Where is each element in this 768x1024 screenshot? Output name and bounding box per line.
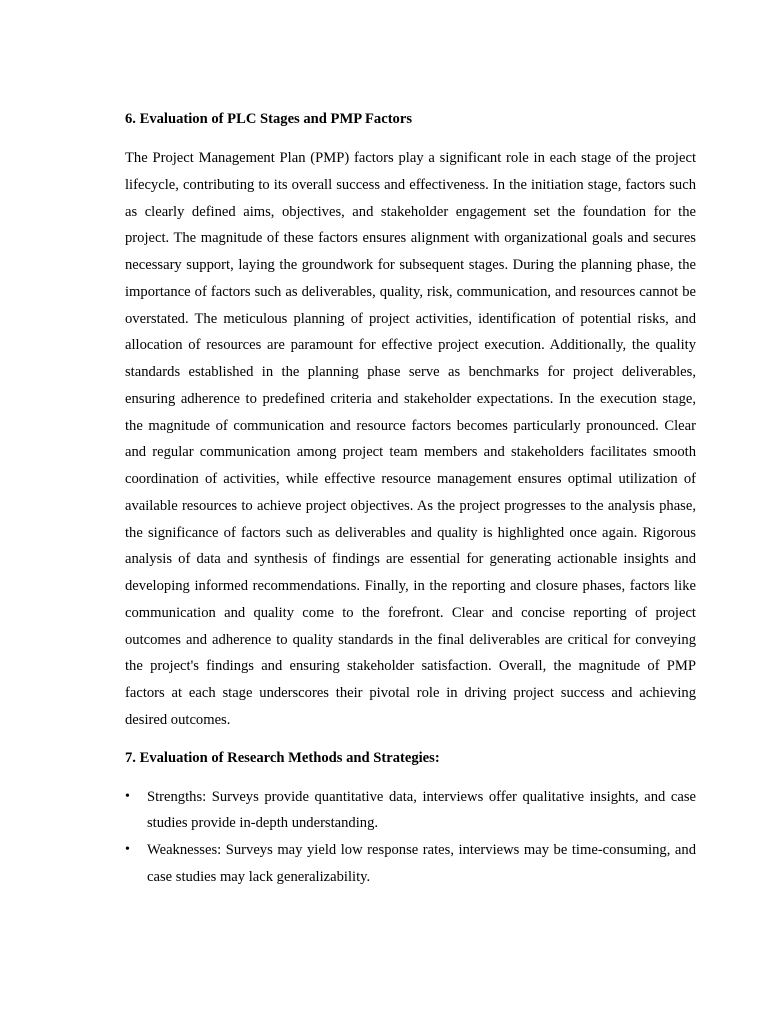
list-item-text: Strengths: Surveys provide quantitative data, interviews offer qualitative insights, and case studies provide in-depth understanding. [147,788,696,832]
bullet-icon: • [125,842,130,857]
section-7-heading: 7. Evaluation of Research Methods and Strategies: [125,749,440,766]
research-methods-list [125,784,696,891]
bullet-icon: • [125,788,130,804]
section-6-heading: 6. Evaluation of PLC Stages and PMP Factors [125,111,413,127]
document-page [125,108,696,891]
list-item-weaknesses [125,837,696,891]
list-item-strengths [125,784,696,838]
section-6-paragraph: The Project Management Plan (PMP) factors play a significant role in each stage of the project lifecycle, contributing to its overall success and effectiveness. In the initiation stage, factors such as clearly defined aims, objectives, and stakeholder engagement set the foundation for the project. The magnitude of these factors ensures alignment with organizational goals and secures necessary support, laying the groundwork for subsequent stages. During the planning phase, the importance of factors such as deliverables, quality, risk, communication, and resources cannot be overstated. The meticulous planning of project activities, identification of potential risks, and allocation of resources are paramount for effective project execution. Additionally, the quality standards established in the planning phase serve as benchmarks for project deliverables, ensuring adherence to predefined criteria and stakeholder expectations. In the execution stage, the magnitude of communication and resource factors becomes particularly pronounced. Clear and regular communication among project team members and stakeholders facilitates smooth coordination of activities, while effective resource management ensures optimal utilization of available resources to achieve project objectives. As the project progresses to the analysis phase, the significance of factors such as deliverables and quality is highlighted once again. Rigorous analysis of data and synthesis of findings are essential for generating actionable insights and developing informed recommendations. Finally, in the reporting and closure phases, factors like communication and quality come to the forefront. Clear and concise reporting of project outcomes and adherence to quality standards in the final deliverables are critical for conveying the project's findings and ensuring stakeholder satisfaction. Overall, the magnitude of PMP factors at each stage underscores their pivotal role in driving project success and achieving desired outcomes. [125,150,696,728]
list-item-text: Weaknesses: Surveys may yield low response rates, interviews may be time-consuming, and case studies may lack generalizability. [147,842,696,885]
